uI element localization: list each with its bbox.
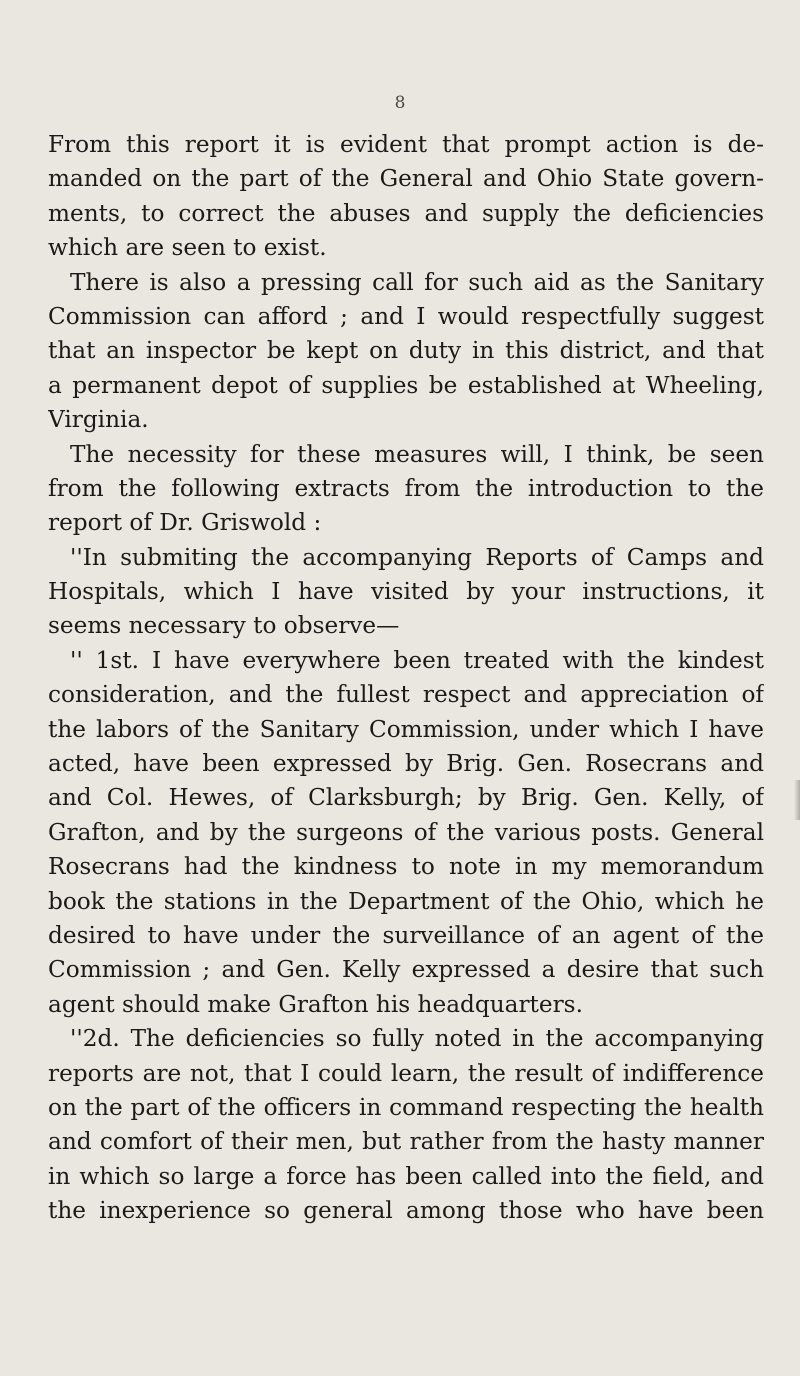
text-line: desired to have under the surveillance of an agent of the bbox=[48, 921, 764, 949]
text-line: From this report it is evident that prompt action is de- bbox=[48, 131, 764, 158]
text-line: ''In submiting the accompanying Reports of Camps and bbox=[70, 543, 764, 571]
text-line: report of Dr. Griswold : bbox=[48, 509, 322, 537]
text-line: Hospitals, which I have visited by your instructions, it bbox=[48, 578, 764, 606]
text-line: from the following extracts from the introduction to the bbox=[48, 474, 764, 502]
text-line: The necessity for these measures will, I think, be seen bbox=[70, 440, 764, 468]
text-line: Grafton, and by the surgeons of the various posts. General bbox=[48, 818, 764, 846]
text-line: Virginia. bbox=[48, 406, 149, 434]
page-edge-shadow bbox=[794, 780, 800, 820]
text-line: acted, have been expressed by Brig. Gen. Rosecrans and bbox=[48, 750, 764, 778]
text-line: and Col. Hewes, of Clarksburgh; by Brig. Gen. Kelly, of bbox=[48, 784, 764, 812]
text-line: Commission can afford ; and I would respectfully suggest bbox=[48, 302, 764, 330]
text-line: agent should make Grafton his headquarters. bbox=[48, 990, 583, 1018]
text-line: consideration, and the fullest respect and appreciation of bbox=[48, 681, 764, 709]
text-line: the inexperience so general among those who have been bbox=[48, 1197, 764, 1225]
text-line: Rosecrans had the kindness to note in my memorandum bbox=[48, 853, 764, 881]
text-line: ''2d. The deficiencies so fully noted in the accompanying bbox=[70, 1025, 764, 1053]
text-line: reports are not, that I could learn, the result of indifference bbox=[48, 1059, 764, 1087]
text-line: in which so large a force has been called into the field, and bbox=[48, 1162, 764, 1190]
text-line: ments, to correct the abuses and supply the deficiencies bbox=[48, 199, 764, 227]
text-line: on the part of the officers in command respecting the health bbox=[48, 1093, 764, 1121]
text-line: which are seen to exist. bbox=[48, 234, 327, 262]
text-line: and comfort of their men, but rather from the hasty manner bbox=[48, 1128, 764, 1156]
text-line: seems necessary to observe— bbox=[48, 612, 400, 640]
text-line: manded on the part of the General and Ohio State govern- bbox=[48, 165, 764, 193]
text-line: that an inspector be kept on duty in this district, and that bbox=[48, 337, 764, 365]
text-line: a permanent depot of supplies be established at Wheeling, bbox=[48, 371, 764, 399]
text-line: book the stations in the Department of the Ohio, which he bbox=[48, 887, 764, 915]
body-text bbox=[48, 128, 764, 1229]
text-line: There is also a pressing call for such aid as the Sanitary bbox=[70, 268, 764, 296]
text-line: the labors of the Sanitary Commission, under which I have bbox=[48, 715, 764, 743]
page-number: 8 bbox=[394, 93, 406, 113]
text-line: Commission ; and Gen. Kelly expressed a desire that such bbox=[48, 956, 764, 984]
text-line: '' 1st. I have everywhere been treated with the kindest bbox=[70, 646, 764, 674]
